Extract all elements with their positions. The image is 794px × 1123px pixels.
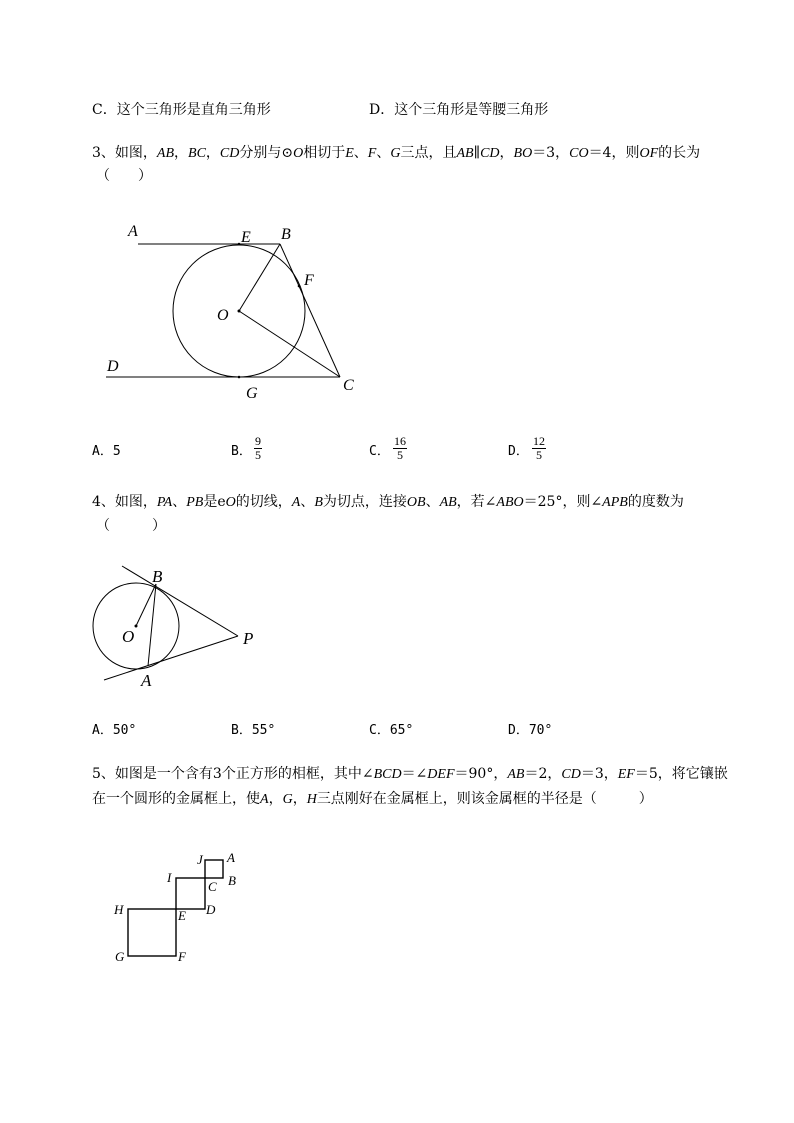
- q3-label-a: A: [128, 223, 138, 240]
- q3-label-c: C: [343, 377, 354, 394]
- q4-tangent-pb: [122, 566, 238, 636]
- q3-option-b-prefix: B．: [231, 444, 252, 459]
- q5-stem-line1: 5、如图是一个含有3个正方形的相框，其中∠BCD＝∠DEF＝90°，AB＝2，CD＝3，EF＝5，将它镶嵌: [92, 766, 728, 782]
- q3-label-b: B: [281, 226, 291, 243]
- q5-figure: [108, 848, 258, 968]
- q3-point-g: [238, 376, 241, 379]
- q4-label-o: O: [122, 627, 135, 646]
- q3-label-f: F: [304, 272, 314, 289]
- q3-answer-paren: （ ）: [96, 168, 152, 184]
- q4-label-b: B: [152, 567, 163, 586]
- q3-point-e: [238, 243, 241, 246]
- q3-figure: [100, 218, 370, 408]
- q4-label-p: P: [243, 629, 254, 648]
- q4-label-a: A: [141, 671, 152, 690]
- q3-option-a: A．5: [92, 444, 121, 459]
- q3-center-dot: [238, 310, 241, 313]
- q3-option-c-prefix: C．: [369, 444, 390, 459]
- q4-option-a: A．50°: [92, 723, 137, 738]
- q5-label-f: F: [178, 949, 186, 964]
- q5-label-e: E: [178, 908, 186, 923]
- q3-point-f: [298, 285, 301, 288]
- q3-label-e: E: [241, 229, 251, 246]
- q4-figure: [88, 560, 268, 690]
- q4-option-c: C．65°: [369, 723, 414, 738]
- q3-option-c-fraction: $\frac{16}{5}$: [394, 434, 406, 462]
- q5-stem-line2: 在一个圆形的金属框上，使A，G，H三点刚好在金属框上，则该金属框的半径是（ ）: [92, 791, 653, 807]
- q3-option-d-fraction: $\frac{12}{5}$: [533, 434, 545, 462]
- q3-stem: 3、如图，AB，BC，CD分别与⊙O相切于E、F、G三点，且AB∥CD，BO＝3，CO＝4，则OF的长为: [92, 145, 701, 161]
- q5-label-a: A: [227, 850, 235, 865]
- q4-line-ab: [148, 584, 156, 666]
- q4-option-d: D．70°: [508, 723, 553, 738]
- q3-line-ob: [239, 244, 280, 311]
- q5-label-j: J: [197, 852, 203, 867]
- q4-option-b: B．55°: [231, 723, 276, 738]
- q3-label-d: D: [107, 358, 119, 375]
- q3-option-d-prefix: D．: [508, 444, 529, 459]
- q3-label-g: G: [246, 385, 258, 402]
- q2-option-c: C．这个三角形是直角三角形: [92, 102, 271, 118]
- q4-answer-paren: （ ）: [96, 518, 166, 534]
- q5-label-c: C: [208, 879, 217, 894]
- q3-label-o: O: [217, 307, 229, 324]
- q5-small-square: [205, 860, 223, 878]
- q5-label-i: I: [167, 870, 172, 885]
- q2-option-d: D．这个三角形是等腰三角形: [369, 102, 549, 118]
- q5-label-b: B: [228, 873, 236, 888]
- q3-option-b-fraction: $\frac{9}{5}$: [255, 434, 261, 462]
- q4-center-dot: [135, 625, 138, 628]
- q5-label-d: D: [206, 902, 216, 917]
- q5-label-g: G: [115, 949, 125, 964]
- q5-middle-square: [176, 878, 205, 909]
- q5-large-square: [128, 909, 176, 956]
- q4-stem: 4、如图，PA、PB是eO的切线，A、B为切点，连接OB、AB，若∠ABO＝25°，则∠APB的度数为: [92, 494, 684, 510]
- q5-label-h: H: [114, 902, 124, 917]
